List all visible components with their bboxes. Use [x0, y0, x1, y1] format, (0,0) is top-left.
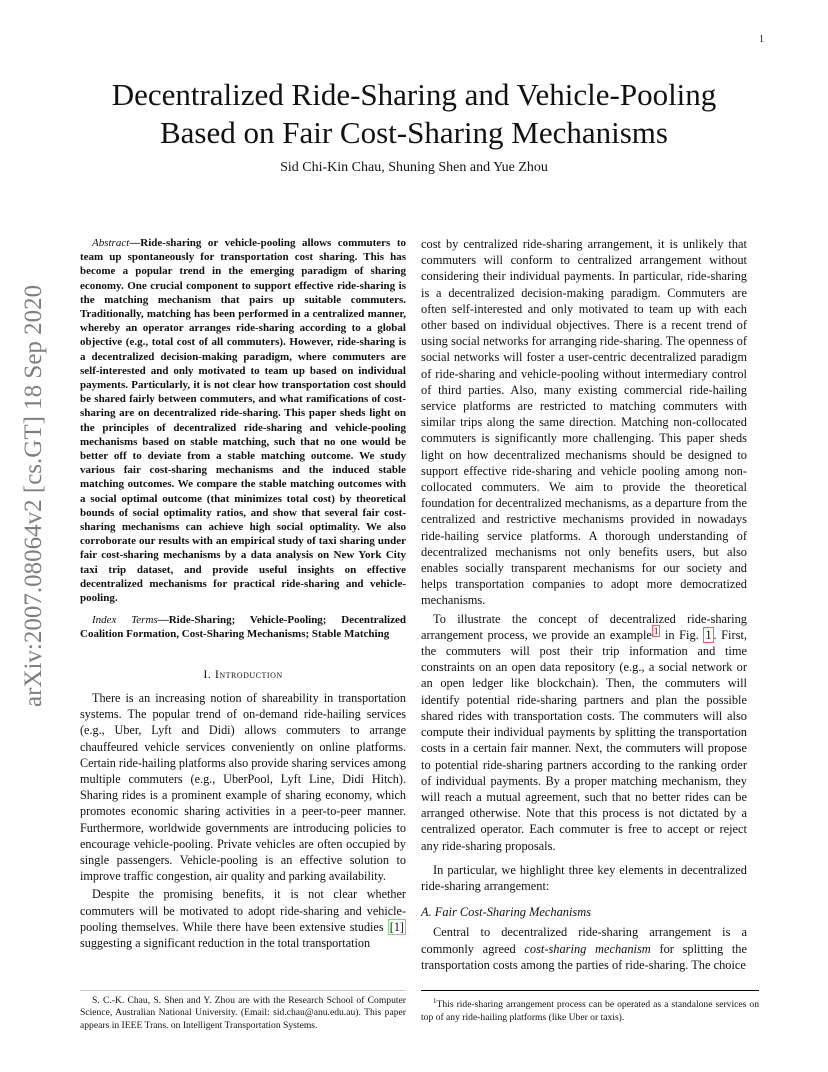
affiliation-footnote — [80, 990, 406, 1032]
right-paragraph-4 — [421, 924, 747, 973]
right-p4-text-a: Central to decentralized ride-sharing arrangement is a commonly agreed — [421, 925, 747, 956]
right-p4-text-b: for splitting the transportation costs among the parties of ride-sharing. The choice — [421, 941, 748, 972]
subsection-heading-a: A. Fair Cost-Sharing Mechanisms — [421, 905, 592, 920]
arxiv-stamp: arXiv:2007.08064v2 [cs.GT] 18 Sep 2020 — [20, 284, 47, 707]
footnote-link[interactable]: 1 — [653, 625, 659, 636]
right-paragraph-3: In particular, we highlight three key elements in decentralized ride-sharing arrangement: — [421, 862, 747, 893]
paper-authors: Sid Chi-Kin Chau, Shuning Shen and Yue Zhou — [280, 160, 548, 175]
citation-link[interactable]: [1] — [389, 919, 404, 934]
intro-p2-text-a: Despite the promising benefits, it is not clear whether commuters will be motivated to adopt ride-sharing and vehicle-pooling themselves. While there have been extensive studies — [80, 887, 406, 934]
paper-title: Decentralized Ride-Sharing and Vehicle-Pooling Based on Fair Cost-Sharing Mechanisms — [111, 77, 717, 150]
page-number: 1 — [759, 34, 764, 45]
intro-paragraph-1: There is an increasing notion of shareability in transportation systems. The popular trend of on-demand ride-hailing services (e.g., Uber, Lyft and Didi) allows commuters to arrange chauffeured vehicle services conveniently on online platforms. Certain ride-hailing platforms also provide sharing services among multiple commuters (e.g., UberPool, Lyft Line, Didi Hitch). Sharing rides is a prominent example of sharing economy, which promotes economic sharing activities in a peer-to-peer manner. Furthermore, worldwide governments are introducing policies to encourage vehicle-pooling. Private vehicles are often occupied by single passengers. Vehicle-pooling is an effective solution to improve traffic congestion, air quality and parking availability. — [80, 690, 406, 884]
right-paragraph-1: cost by centralized ride-sharing arrangement, it is unlikely that commuters will conform to centralized arrangement without considering their individual payments. In particular, ride-sharing is a decentralized decision-making paradigm. Commuters are often self-interested and only motivated to team up with each other based on individual objectives. There is a recent trend of using social networks for arranging ride-sharing. The openness of social networks will foster a user-centric decentralized paradigm of ride-sharing and vehicle-pooling without intermediary control of third parties. Also, many existing commercial ride-hailing service platforms are restricted to matching commuters with similar trips along the same direction. Matching non-collocated commuters is significantly more challenging. This paper sheds light on how decentralized mechanisms should be designed to support effective ride-sharing and vehicle pooling among non-collocated commuters. We aim to provide the theoretical foundation for decentralized mechanisms, as a departure from the centralized and restrictive mechanisms provided in nowadays ride-hailing service platforms. A thorough understanding of decentralized mechanisms not only benefits users, but also enables socially transparent mechanisms for our society and helps transportation companies to adopt more democratized mechanisms. — [421, 237, 747, 608]
section-heading-introduction: I. Introduction — [203, 666, 283, 681]
abstract-lead: Abstract — [92, 237, 130, 249]
abstract-text: —Ride-sharing or vehicle-pooling allows commuters to team up spontaneously for transportation cost sharing. This has become a popular trend in the emerging paradigm of sharing economy. One crucial component to support effective ride-sharing is the matching mechanism that pairs up suitable commuters. Traditionally, matching has been performed in a centralized manner, whereby an operator arranges ride-sharing according to a global objective (e.g., total cost of all commuters). However, ride-sharing is a decentralized decision-making paradigm, where commuters are self-interested and only motivated to team up based on individual payments. Particularly, it is not clear how transportation cost should be shared fairly between commuters, and what ramifications of cost-sharing are on decentralized ride-sharing. This paper sheds light on the principles of decentralized ride-sharing and vehicle-pooling mechanisms based on stable matching, such that no one would be better off to deviate from a stable matching outcome. We study various fair cost-sharing mechanisms and the induced stable matching outcomes. We compare the stable matching outcomes with a social optimal outcome (that minimizes total cost) by theoretical bounds of social optimality ratios, and show that several fair cost-sharing mechanisms can achieve high social optimality. We also corroborate our results with an empirical study of taxi sharing under fair cost-sharing mechanisms by a data analysis on New York City taxi trip dataset, and provide useful insights on effective decentralized mechanisms for practical ride-sharing and vehicle-pooling. — [80, 237, 406, 605]
intro-p2-text-b: suggesting a significant reduction in the total transportation — [80, 935, 371, 950]
right-paragraph-2 — [421, 611, 747, 854]
right-p2-text-a: To illustrate the concept of decentralized ride-sharing arrangement process, we provide an example — [421, 611, 747, 642]
footnote-1 — [421, 990, 759, 1024]
right-column — [421, 236, 747, 973]
abstract — [80, 236, 406, 605]
right-p2-text-b: in Fig. — [660, 627, 704, 642]
footnote-1-text: This ride-sharing arrangement process can be operated as a standalone services on top of any ride-hailing platforms (like Uber or taxis). — [421, 999, 759, 1023]
left-column — [80, 236, 406, 951]
affiliation-footnote-text: S. C.-K. Chau, S. Shen and Y. Zhou are with the Research School of Computer Science, Australian National University. (Email: sid.chau@anu.edu.au). This paper appears in IEEE Trans. on Intelligent Transportation Systems. — [80, 995, 406, 1031]
right-p2-text-c: . First, the commuters will post their trip information and time constraints on an open data repository (e.g., a social network or an open ledger like blockchain). Then, the commuters will identify potential ride-sharing partners and plan the possible shared rides with transportation costs. The commuters will also compute their individual payments by splitting the transportation costs in a certain fair manner. Next, the commuters will propose to potential ride-sharing partners according to the ranking order of individual payments. By a proper matching mechanism, they will reach a mutual agreement, such that no better rides can be arranged otherwise. Note that this process is not dictated by a centralized operator. Each commuter is free to accept or reject any ride-sharing proposals. — [421, 627, 747, 853]
index-terms-text: —Ride-Sharing; Vehicle-Pooling; Decentralized Coalition Formation, Cost-Sharing Mechanisms; Stable Matching — [80, 614, 406, 641]
index-terms-lead: Index Terms — [92, 614, 158, 627]
right-p4-emphasis: cost-sharing mechanism — [524, 941, 651, 956]
index-terms — [80, 613, 406, 641]
footnote-1-mark: 1 — [433, 997, 437, 1005]
figure-link[interactable]: 1 — [705, 627, 712, 642]
footnote-1-body — [421, 995, 759, 1024]
intro-paragraph-2 — [80, 886, 406, 951]
